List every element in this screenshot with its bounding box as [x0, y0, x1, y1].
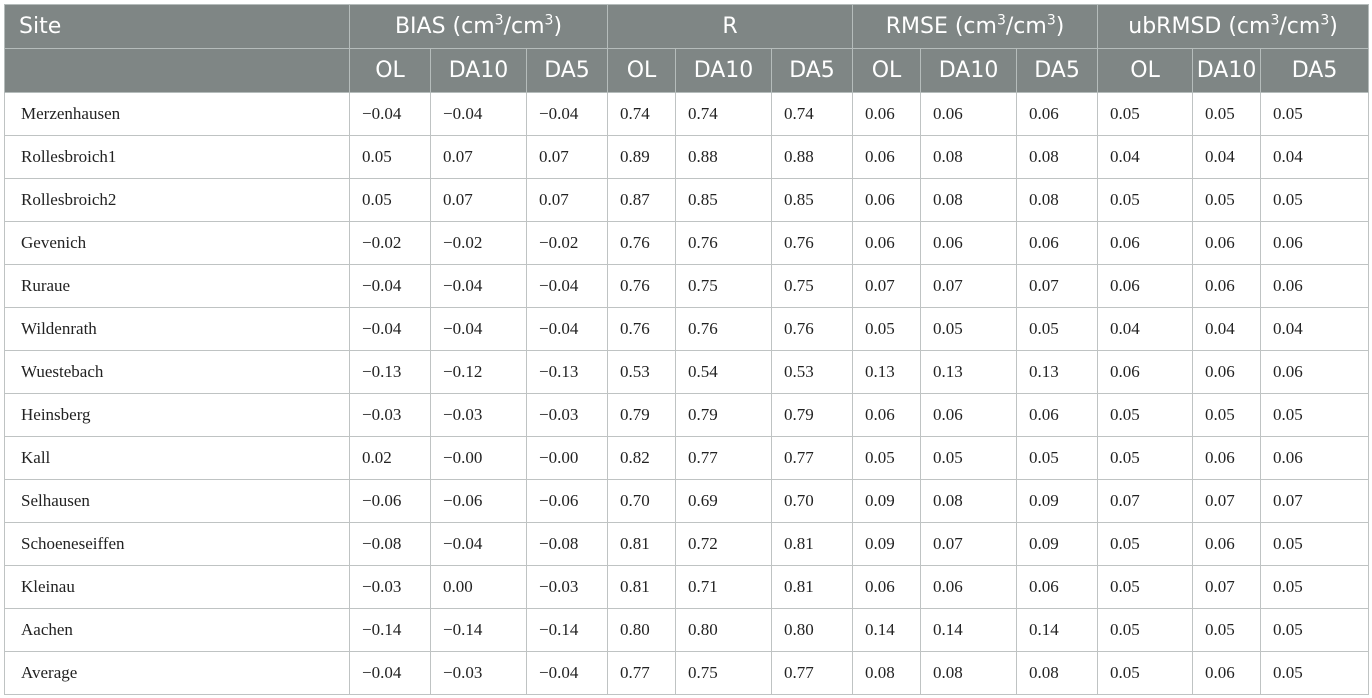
- site-name: Selhausen: [5, 480, 350, 523]
- table-row: [5, 480, 1369, 523]
- subheader-da5: DA5: [527, 49, 608, 93]
- value-cell: 0.07: [921, 523, 1017, 566]
- value-cell: 0.06: [921, 394, 1017, 437]
- site-name: Average: [5, 652, 350, 695]
- table-row: [5, 437, 1369, 480]
- value-cell: −0.00: [527, 437, 608, 480]
- unit-exponent: 3: [996, 12, 1006, 29]
- value-cell: −0.02: [350, 222, 431, 265]
- value-cell: 0.74: [676, 93, 772, 136]
- value-cell: 0.06: [1098, 222, 1193, 265]
- value-cell: 0.14: [921, 609, 1017, 652]
- value-cell: −0.04: [431, 93, 527, 136]
- value-cell: 0.04: [1261, 136, 1369, 179]
- value-cell: 0.76: [772, 222, 853, 265]
- unit-exponent: 3: [1320, 12, 1330, 29]
- value-cell: 0.06: [921, 222, 1017, 265]
- value-cell: −0.00: [431, 437, 527, 480]
- value-cell: 0.04: [1193, 136, 1261, 179]
- value-cell: 0.05: [1193, 394, 1261, 437]
- value-cell: 0.06: [853, 179, 921, 222]
- value-cell: 0.85: [772, 179, 853, 222]
- value-cell: 0.05: [1098, 179, 1193, 222]
- value-cell: 0.70: [772, 480, 853, 523]
- value-cell: 0.07: [1193, 566, 1261, 609]
- value-cell: −0.04: [431, 265, 527, 308]
- value-cell: 0.08: [921, 179, 1017, 222]
- value-cell: 0.06: [1017, 566, 1098, 609]
- value-cell: 0.76: [676, 222, 772, 265]
- group-header-1: [608, 5, 853, 49]
- value-cell: 0.88: [676, 136, 772, 179]
- value-cell: −0.04: [527, 308, 608, 351]
- subheader-da10: DA10: [1193, 49, 1261, 93]
- value-cell: 0.54: [676, 351, 772, 394]
- value-cell: −0.03: [527, 566, 608, 609]
- unit-mid: /cm: [503, 14, 545, 39]
- value-cell: 0.06: [1193, 437, 1261, 480]
- value-cell: 0.05: [1193, 609, 1261, 652]
- value-cell: 0.13: [921, 351, 1017, 394]
- value-cell: 0.09: [1017, 480, 1098, 523]
- value-cell: −0.08: [350, 523, 431, 566]
- subheader-da10: DA10: [676, 49, 772, 93]
- subheader-da5: DA5: [1017, 49, 1098, 93]
- value-cell: 0.07: [921, 265, 1017, 308]
- group-label: ubRMSD (cm: [1128, 14, 1271, 39]
- site-header: Site: [5, 5, 350, 49]
- value-cell: 0.81: [772, 523, 853, 566]
- subheader-da5: DA5: [1261, 49, 1369, 93]
- value-cell: 0.05: [921, 437, 1017, 480]
- value-cell: 0.13: [1017, 351, 1098, 394]
- value-cell: 0.13: [853, 351, 921, 394]
- value-cell: 0.81: [772, 566, 853, 609]
- table-header: [5, 5, 1369, 93]
- value-cell: 0.06: [1098, 351, 1193, 394]
- value-cell: −0.03: [527, 394, 608, 437]
- value-cell: −0.04: [431, 308, 527, 351]
- value-cell: 0.70: [608, 480, 676, 523]
- table-row: [5, 179, 1369, 222]
- value-cell: 0.05: [1098, 609, 1193, 652]
- value-cell: 0.08: [1017, 179, 1098, 222]
- value-cell: 0.06: [1017, 394, 1098, 437]
- group-header-3: [1098, 5, 1369, 49]
- value-cell: 0.09: [853, 480, 921, 523]
- value-cell: 0.07: [1098, 480, 1193, 523]
- subheader-ol: OL: [1098, 49, 1193, 93]
- value-cell: 0.77: [772, 652, 853, 695]
- value-cell: −0.13: [527, 351, 608, 394]
- group-header-2: [853, 5, 1098, 49]
- value-cell: 0.05: [1017, 437, 1098, 480]
- value-cell: 0.05: [1261, 179, 1369, 222]
- subheader-da10: DA10: [921, 49, 1017, 93]
- value-cell: 0.06: [921, 93, 1017, 136]
- site-name: Rollesbroich2: [5, 179, 350, 222]
- table-row: [5, 351, 1369, 394]
- value-cell: −0.03: [431, 394, 527, 437]
- value-cell: 0.06: [853, 566, 921, 609]
- value-cell: 0.06: [853, 93, 921, 136]
- value-cell: 0.09: [853, 523, 921, 566]
- table-row: [5, 566, 1369, 609]
- site-name: Aachen: [5, 609, 350, 652]
- value-cell: 0.06: [853, 136, 921, 179]
- value-cell: 0.05: [853, 308, 921, 351]
- group-label: RMSE (cm: [885, 14, 997, 39]
- site-subheader-empty: [5, 49, 350, 93]
- value-cell: 0.06: [1261, 265, 1369, 308]
- value-cell: 0.76: [608, 222, 676, 265]
- value-cell: 0.05: [1098, 652, 1193, 695]
- unit-mid: /cm: [1279, 14, 1321, 39]
- table-row: [5, 308, 1369, 351]
- value-cell: 0.79: [608, 394, 676, 437]
- value-cell: 0.07: [1261, 480, 1369, 523]
- value-cell: 0.74: [608, 93, 676, 136]
- value-cell: 0.85: [676, 179, 772, 222]
- value-cell: 0.80: [676, 609, 772, 652]
- value-cell: 0.05: [1261, 394, 1369, 437]
- site-name: Kleinau: [5, 566, 350, 609]
- value-cell: −0.04: [431, 523, 527, 566]
- value-cell: 0.07: [853, 265, 921, 308]
- value-cell: 0.02: [350, 437, 431, 480]
- site-name: Wuestebach: [5, 351, 350, 394]
- value-cell: 0.88: [772, 136, 853, 179]
- value-cell: 0.07: [431, 179, 527, 222]
- value-cell: 0.05: [853, 437, 921, 480]
- value-cell: 0.05: [1261, 652, 1369, 695]
- value-cell: 0.76: [772, 308, 853, 351]
- table-body: [5, 93, 1369, 695]
- value-cell: 0.09: [1017, 523, 1098, 566]
- value-cell: 0.06: [853, 222, 921, 265]
- value-cell: 0.06: [1261, 222, 1369, 265]
- value-cell: −0.06: [350, 480, 431, 523]
- site-name: Gevenich: [5, 222, 350, 265]
- group-label: R: [722, 14, 738, 39]
- value-cell: 0.80: [608, 609, 676, 652]
- value-cell: 0.05: [1098, 93, 1193, 136]
- value-cell: 0.06: [1193, 222, 1261, 265]
- subheader-ol: OL: [853, 49, 921, 93]
- value-cell: −0.03: [431, 652, 527, 695]
- site-name: Wildenrath: [5, 308, 350, 351]
- value-cell: −0.13: [350, 351, 431, 394]
- value-cell: 0.05: [350, 179, 431, 222]
- value-cell: 0.05: [1017, 308, 1098, 351]
- table-row: [5, 136, 1369, 179]
- value-cell: 0.06: [1193, 652, 1261, 695]
- table-row: [5, 652, 1369, 695]
- value-cell: 0.75: [676, 265, 772, 308]
- table-row: [5, 609, 1369, 652]
- value-cell: 0.08: [921, 652, 1017, 695]
- site-name: Heinsberg: [5, 394, 350, 437]
- value-cell: 0.05: [1098, 523, 1193, 566]
- site-name: Merzenhausen: [5, 93, 350, 136]
- value-cell: 0.07: [1017, 265, 1098, 308]
- value-cell: −0.06: [431, 480, 527, 523]
- value-cell: 0.05: [350, 136, 431, 179]
- value-cell: −0.14: [350, 609, 431, 652]
- value-cell: 0.14: [1017, 609, 1098, 652]
- value-cell: 0.76: [676, 308, 772, 351]
- site-name: Schoeneseiffen: [5, 523, 350, 566]
- table-row: [5, 93, 1369, 136]
- value-cell: 0.05: [1193, 179, 1261, 222]
- value-cell: −0.03: [350, 394, 431, 437]
- unit-exponent: 3: [494, 12, 504, 29]
- value-cell: 0.81: [608, 523, 676, 566]
- value-cell: −0.04: [527, 652, 608, 695]
- value-cell: 0.06: [1193, 265, 1261, 308]
- value-cell: 0.79: [676, 394, 772, 437]
- value-cell: 0.05: [1261, 93, 1369, 136]
- site-name: Ruraue: [5, 265, 350, 308]
- value-cell: 0.07: [527, 136, 608, 179]
- subheader-da5: DA5: [772, 49, 853, 93]
- table-row: [5, 394, 1369, 437]
- value-cell: 0.06: [1261, 351, 1369, 394]
- value-cell: 0.87: [608, 179, 676, 222]
- value-cell: 0.53: [772, 351, 853, 394]
- table-row: [5, 523, 1369, 566]
- value-cell: 0.05: [921, 308, 1017, 351]
- table-row: [5, 222, 1369, 265]
- table-row: [5, 265, 1369, 308]
- value-cell: 0.75: [772, 265, 853, 308]
- value-cell: 0.76: [608, 308, 676, 351]
- value-cell: 0.72: [676, 523, 772, 566]
- value-cell: −0.04: [527, 93, 608, 136]
- unit-end: ): [553, 14, 563, 39]
- value-cell: 0.08: [1017, 136, 1098, 179]
- subheader-da10: DA10: [431, 49, 527, 93]
- value-cell: −0.14: [431, 609, 527, 652]
- value-cell: 0.08: [1017, 652, 1098, 695]
- value-cell: 0.82: [608, 437, 676, 480]
- unit-end: ): [1055, 14, 1065, 39]
- group-label: BIAS (cm: [394, 14, 495, 39]
- value-cell: 0.04: [1193, 308, 1261, 351]
- value-cell: −0.04: [350, 308, 431, 351]
- value-cell: 0.53: [608, 351, 676, 394]
- value-cell: −0.14: [527, 609, 608, 652]
- value-cell: −0.02: [431, 222, 527, 265]
- unit-exponent: 3: [1046, 12, 1056, 29]
- value-cell: −0.12: [431, 351, 527, 394]
- value-cell: −0.04: [350, 93, 431, 136]
- value-cell: 0.77: [608, 652, 676, 695]
- value-cell: 0.06: [1017, 93, 1098, 136]
- value-cell: −0.04: [527, 265, 608, 308]
- unit-exponent: 3: [1270, 12, 1280, 29]
- value-cell: −0.06: [527, 480, 608, 523]
- value-cell: 0.75: [676, 652, 772, 695]
- value-cell: 0.06: [853, 394, 921, 437]
- value-cell: 0.06: [1261, 437, 1369, 480]
- value-cell: 0.00: [431, 566, 527, 609]
- value-cell: 0.89: [608, 136, 676, 179]
- value-cell: 0.05: [1261, 609, 1369, 652]
- unit-exponent: 3: [544, 12, 554, 29]
- value-cell: 0.08: [921, 136, 1017, 179]
- value-cell: 0.07: [527, 179, 608, 222]
- value-cell: 0.05: [1261, 523, 1369, 566]
- results-table: [4, 4, 1369, 695]
- value-cell: 0.77: [772, 437, 853, 480]
- value-cell: 0.76: [608, 265, 676, 308]
- value-cell: 0.71: [676, 566, 772, 609]
- value-cell: 0.04: [1098, 308, 1193, 351]
- value-cell: 0.08: [853, 652, 921, 695]
- value-cell: 0.04: [1098, 136, 1193, 179]
- value-cell: −0.02: [527, 222, 608, 265]
- unit-end: ): [1329, 14, 1338, 39]
- value-cell: 0.14: [853, 609, 921, 652]
- value-cell: 0.06: [1193, 523, 1261, 566]
- group-header-0: [350, 5, 608, 49]
- value-cell: 0.05: [1193, 93, 1261, 136]
- value-cell: −0.04: [350, 265, 431, 308]
- value-cell: −0.04: [350, 652, 431, 695]
- value-cell: 0.74: [772, 93, 853, 136]
- value-cell: 0.05: [1098, 566, 1193, 609]
- value-cell: 0.06: [1017, 222, 1098, 265]
- value-cell: 0.06: [1193, 351, 1261, 394]
- value-cell: 0.05: [1261, 566, 1369, 609]
- value-cell: 0.07: [431, 136, 527, 179]
- unit-mid: /cm: [1005, 14, 1047, 39]
- value-cell: 0.77: [676, 437, 772, 480]
- value-cell: −0.03: [350, 566, 431, 609]
- site-name: Rollesbroich1: [5, 136, 350, 179]
- value-cell: 0.69: [676, 480, 772, 523]
- subheader-ol: OL: [608, 49, 676, 93]
- value-cell: −0.08: [527, 523, 608, 566]
- value-cell: 0.79: [772, 394, 853, 437]
- value-cell: 0.80: [772, 609, 853, 652]
- value-cell: 0.07: [1193, 480, 1261, 523]
- value-cell: 0.04: [1261, 308, 1369, 351]
- value-cell: 0.08: [921, 480, 1017, 523]
- value-cell: 0.81: [608, 566, 676, 609]
- value-cell: 0.05: [1098, 394, 1193, 437]
- value-cell: 0.05: [1098, 437, 1193, 480]
- value-cell: 0.06: [1098, 265, 1193, 308]
- value-cell: 0.06: [921, 566, 1017, 609]
- subheader-ol: OL: [350, 49, 431, 93]
- site-name: Kall: [5, 437, 350, 480]
